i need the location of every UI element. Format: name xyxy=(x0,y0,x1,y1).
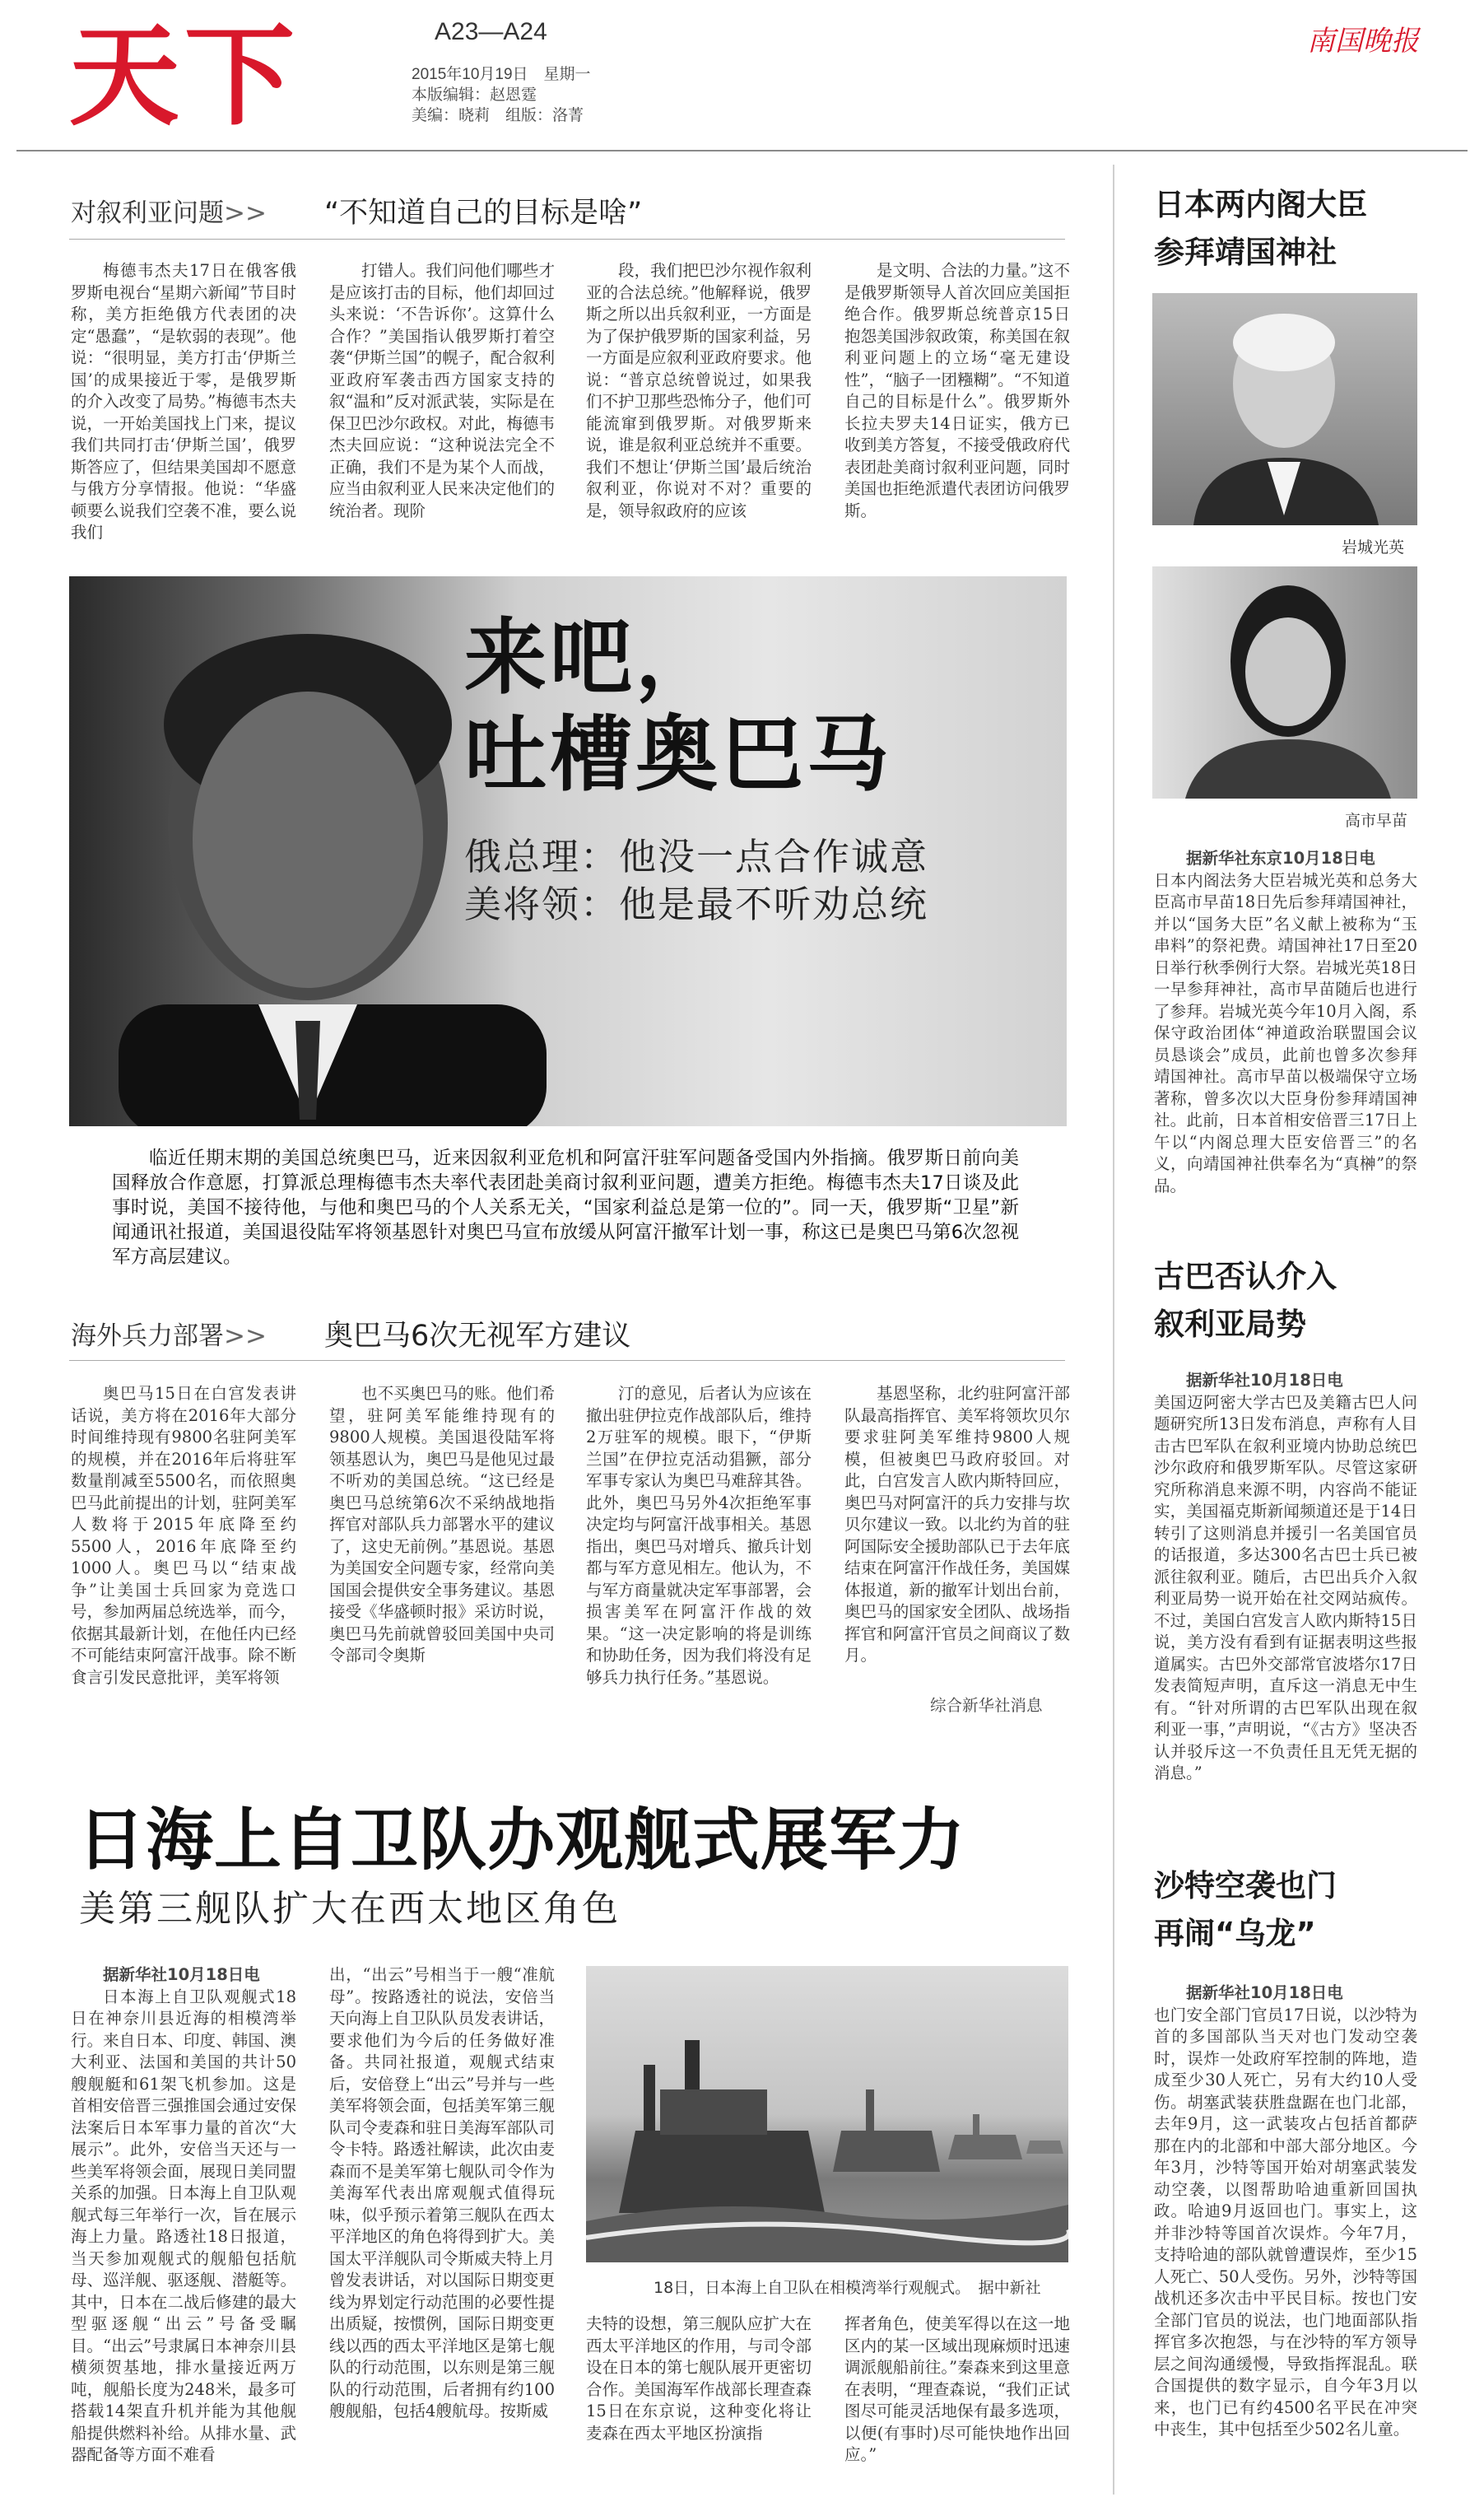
obama-title: 来吧， 吐槽奥巴马 xyxy=(464,609,892,803)
troops-headline: 奥巴马6次无视军方建议 xyxy=(324,1320,631,1353)
section-label-troops: 海外兵力部署>> xyxy=(71,1321,267,1351)
navy-headline: 日海上自卫队办观舰式展军力 xyxy=(77,1801,966,1880)
saudi-dateline: 据新华社10月18日电 xyxy=(1186,1983,1343,2002)
cuba-dateline: 据新华社10月18日电 xyxy=(1186,1371,1343,1390)
warship-photo xyxy=(586,1966,1068,2262)
syria-col-3: 段，我们把巴沙尔视作叙利亚的合法总统。”他解释说，俄罗斯之所以出兵叙利亚，一方面是为了保护俄罗斯的国家利益，另一方面是应叙利亚政府要求。他说：“普京总统曾说过，如果我们不护卫那些恐怖分子，他们可能流窜到俄罗斯。对俄罗斯来说，谁是叙利亚总统并不重要。我们不想让‘伊斯兰国’最后统治叙利亚，你说对不对？重要的是，领导叙政府的应该 xyxy=(586,261,812,520)
newspaper-logo: 南国晚报 xyxy=(1307,25,1419,58)
shrine-dateline: 据新华社东京10月18日电 xyxy=(1186,849,1375,868)
shrine-headline: 日本两内阁大臣 参拜靖国神社 xyxy=(1154,187,1367,270)
syria-col-2: 打错人。我们问他们哪些才是应该打击的目标，他们却回过头来说：‘不告诉你’。这算什么合作？”美国指认俄罗斯打着空袭“伊斯兰国”的幌子，配合叙利亚政府军袭击西方国家支持的叙“温和”反对派武装，实际是在保卫巴沙尔政权。对此，梅德韦杰夫回应说：“这种说法完全不正确，我们不是为某个人而战，应当由叙利亚人民来决定他们的统治者。现阶 xyxy=(329,261,555,520)
warship-caption: 18日，日本海上自卫队在相模湾举行观舰式。 据中新社 xyxy=(654,2279,1041,2297)
shrine-body: 日本内阁法务大臣岩城光英和总务大臣高市早苗18日先后参拜靖国神社，并以“国务大臣”名义献上被称为“玉串料”的祭祀费。靖国神社17日至20日举行秋季例行大祭。岩城光英18日一早参拜神社，高市早苗随后也进行了参拜。岩城光英今年10月入阁，系保守政治团体“神道政治联盟国会议员恳谈会”成员，此前也曾多次参拜靖国神社。高市早苗以极端保守立场著称，曾多次以大臣身份参拜靖国神社。此前，日本首相安倍晋三17日上午以“内阁总理大臣安倍晋三”的名义，向靖国神社供奉名为“真榊”的祭品。 xyxy=(1154,870,1417,1195)
syria-col-1: 梅德韦杰夫17日在俄客俄罗斯电视台“星期六新闻”节目时称，美方拒绝俄方代表团的决定“愚蠢”，“是软弱的表现”。他说：“很明显，美方打击‘伊斯兰国’的成果接近于零，是俄罗斯的介入改变了局势。”梅德韦杰夫说，一开始美国找上门来，提议我们共同打击‘伊斯兰国’，俄罗斯答应了，但结果美国却不愿意与俄方分享情报。他说：“华盛顿要么说我们空袭不准，要么说我们 xyxy=(71,261,296,542)
navy-dateline: 据新华社10月18日电 xyxy=(103,1965,260,1984)
troops-col-1: 奥巴马15日在白宫发表讲话说，美方将在2016年大部分时间维持现有9800名驻阿美军的规模，并在2016年后将驻军数量削减至5500名，而依照奥巴马此前提出的计划，驻阿美军人数将于2015年底降至约5500人，2016年底降至约1000人。奥巴马以“结束战争”让美国士兵回家为竞选口号，参加两届总统选举，而今，依据其最新计划，在他任内已经不可能结束阿富汗战事。除不断食言引发民意批评，美军将领 xyxy=(71,1384,296,1687)
syria-col-4: 是文明、合法的力量。”这不是俄罗斯领导人首次回应美国拒绝合作。俄罗斯总统普京15日抱怨美国涉叙政策，称美国在叙利亚问题上的立场“毫无建设性”，“脑子一团糨糊”。“不知道自己的目标是什么”。俄罗斯外长拉夫罗夫14日证实，俄方已收到美方答复，不接受俄政府代表团赴美商讨叙利亚问题，同时美国也拒绝派遣代表团访问俄罗斯。 xyxy=(844,261,1070,520)
iwaki-caption: 岩城光英 xyxy=(1342,538,1405,557)
saudi-body: 也门安全部门官员17日说，以沙特为首的多国部队当天对也门发动空袭时，误炸一处政府军控制的阵地，造成至少30人死亡，另有大约10人受伤。胡塞武装获胜盘踞在也门北部，去年9月，这一武装攻占包括首都萨那在内的北部和中部大部分地区。今年3月，沙特等国开始对胡塞武装发动空袭，以图帮助哈迪重新回国执政。哈迪9月返回也门。事实上，这并非沙特等国首次误炸。今年7月，支持哈迪的部队就曾遭误炸，至少15人死亡、50人受伤。另外，沙特等国战机还多次击中平民目标。按也门安全部门官员的说法，也门地面部队指挥官多次抱怨，与在沙特的军方领导层之间沟通缓慢，导致指挥混乱。联合国提供的数字显示，自今年3月以来，也门已有约4500名平民在冲突中丧生，其中包括至少502名儿童。 xyxy=(1154,2005,1417,2439)
design-credit: 美编：晓莉 组版：洛菁 xyxy=(412,107,584,124)
navy-subhead: 美第三舰队扩大在西太地区角色 xyxy=(79,1888,621,1930)
page-range: A23—A24 xyxy=(435,18,547,45)
cuba-body: 美国迈阿密大学古巴及美籍古巴人问题研究所13日发布消息，声称有人目击古巴军队在叙利亚境内协助总统巴沙尔政府和俄罗斯军队。尽管这家研究所称消息来源不明，内容尚不能证实，美国福克斯新闻频道还是于14日转引了这则消息并援引一名美国官员的话报道，多达300名古巴士兵已被派往叙利亚。随后，古巴出兵介入叙利亚局势一说开始在社交网站疯传。不过，美国白宫发言人欧内斯特15日说，美方没有看到有证据表明这些报道属实。古巴外交部常官波塔尔17日发表简短声明，直斥这一消息无中生有。“针对所谓的古巴军队出现在叙利亚一事，”声明说，“《古方》坚决否认并驳斥这一不负责任且无凭无据的消息。” xyxy=(1154,1392,1417,1782)
navy-col-1: 日本海上自卫队观舰式18日在神奈川县近海的相模湾举行。来自日本、印度、韩国、澳大利亚、法国和美国的共计50艘舰艇和61架飞机参加。这是首相安倍晋三强推国会通过安保法案后日本军事力量的首次“大展示”。此外，安倍当天还与一些美军将领会面，展现日美同盟关系的加强。日本海上自卫队观舰式每三年举行一次，旨在展示海上力量。路透社18日报道，当天参加观舰式的舰船包括航母、巡洋舰、驱逐舰、潜艇等。其中，日本在二战后修建的最大型驱逐舰“出云”号备受瞩目。“出云”号隶属日本神奈川县横须贺基地，排水量接近两万吨，舰船长度为248米，最多可搭载14架直升机并能为其他舰船提供燃料补给。从排水量、武器配备等方面不难看 xyxy=(71,1987,296,2464)
publish-date: 2015年10月19日 星期一 xyxy=(412,66,591,83)
obama-photo xyxy=(69,576,1067,1126)
editor-credit: 本版编辑：赵恩霆 xyxy=(412,86,537,104)
shrine-article xyxy=(1154,848,1417,1202)
navy-col-2: 出，“出云”号相当于一艘“准航母”。按路透社的说法，安倍当天向海上自卫队队员发表讲话，要求他们为今后的任务做好准备。共同社报道，观舰式结束后，安倍登上“出云”号并与一些美军将领会面，包括美军第三舰队司令麦森和驻日美海军部队司令卡特。路透社解读，此次由麦森而不是美军第七舰队司令作为美海军代表出席观舰式值得玩味，似乎预示着第三舰队在西太平洋地区的角色将得到扩大。美国太平洋舰队司令斯威夫特上月曾发表讲话，对以国际日期变更线为界划定行动范围的必要性提出质疑，按惯例，国际日期变更线以西的西太平洋地区是第七舰队的行动范围，以东则是第三舰队的行动范围，后者拥有约100艘舰船，包括4艘航母。按斯威 xyxy=(329,1965,555,2420)
masthead: 天下 xyxy=(69,12,300,141)
troops-col-2: 也不买奥巴马的账。他们希望，驻阿美军能维持现有的9800人规模。美国退役陆军将领基恩认为，奥巴马是他见过最不听劝的美国总统。“这已经是奥巴马总统第6次不采纳战地指挥官对部队兵力部署水平的建议了，这史无前例。”基恩说。基恩为美国安全问题专家，经常向美国国会提供安全事务建议。基恩接受《华盛顿时报》采访时说，奥巴马先前就曾驳回美国中央司令部司令奥斯 xyxy=(329,1384,555,1665)
saudi-headline: 沙特空袭也门 再闹“乌龙” xyxy=(1154,1868,1337,1951)
sidebar-divider xyxy=(1113,165,1114,2495)
portrait-icon xyxy=(1152,566,1417,799)
portrait-icon xyxy=(1152,293,1417,525)
syria-rule xyxy=(69,239,1065,240)
navy-col-1-wrap xyxy=(71,1964,296,2491)
iwaki-photo xyxy=(1152,293,1417,525)
edition-info xyxy=(412,64,591,126)
takaichi-photo xyxy=(1152,566,1417,799)
header-rule xyxy=(16,150,1468,151)
obama-lead: 临近任期末期的美国总统奥巴马，近来因叙利亚危机和阿富汗驻军问题备受国内外指摘。俄罗斯日前向美国释放合作意愿，打算派总理梅德韦杰夫率代表团赴美商讨叙利亚问题，遭美方拒绝。梅德韦杰夫17日谈及此事时说，美国不接待他，与他和奥巴马的个人关系无关，“国家利益总是第一位的”。同一天，俄罗斯“卫星”新闻通讯社报道，美国退役陆军将领基恩针对奥巴马宣布放缓从阿富汗撤军计划一事，称这已是奥巴马第6次忽视军方高层建议。 xyxy=(112,1148,1019,1268)
navy-col-4: 挥者角色，使美军得以在这一地区内的某一区域出现麻烦时迅速调派舰船前往。”秦森来到这里意在表明，“理查森说，“我们正试图尽可能灵活地保有最多选项，以便(有事时)尽可能快地作出回应。” xyxy=(844,2314,1070,2464)
warship-icon xyxy=(586,1966,1068,2262)
saudi-article xyxy=(1154,1982,1417,2493)
troops-col-3: 汀的意见，后者认为应该在撤出驻伊拉克作战部队后，维持2万驻军的规模。眼下，“伊斯兰国”在伊拉克活动猖獗，部分军事专家认为奥巴马难辞其咎。此外，奥巴马另外4次拒绝军事决定均与阿富汗战事相关。基恩指出，奥巴马对增兵、撤兵计划都与军方意见相左。他认为，不与军方商量就决定军事部署，会损害美军在阿富汗作战的效果。“这一决定影响的将是训练和协助任务，因为我们将没有足够兵力执行任务。”基恩说。 xyxy=(586,1384,812,1687)
takaichi-caption: 高市早苗 xyxy=(1345,812,1408,830)
troops-source: 综合新华社消息 xyxy=(930,1696,1043,1715)
section-label-syria: 对叙利亚问题>> xyxy=(71,198,267,228)
troops-rule xyxy=(69,1360,1065,1361)
navy-col-3: 夫特的设想，第三舰队应扩大在西太平洋地区的作用，与司令部设在日本的第七舰队展开更密切合作。美国海军作战部长理查森15日在东京说，这种变化将让麦森在西太平地区扮演指 xyxy=(586,2314,812,2443)
cuba-headline: 古巴否认介入 叙利亚局势 xyxy=(1154,1259,1337,1342)
syria-headline: “不知道自己的目标是啥” xyxy=(324,197,643,230)
obama-subtitle: 俄总理：他没一点合作诚意 美将领：他是最不听劝总统 xyxy=(464,835,929,926)
troops-col-4: 基恩坚称，北约驻阿富汗部队最高指挥官、美军将领坎贝尔要求驻阿美军维持9800人规模，但被奥巴马政府驳回。对此，白宫发言人欧内斯特回应，奥巴马对阿富汗的兵力安排与坎贝尔建议一致。以北约为首的驻阿国际安全援助部队已于去年底结束在阿富汗作战任务，美国媒体报道，新的撤军计划出台前，奥巴马的国家安全团队、战场指挥官和阿富汗官员之间商议了数月。 xyxy=(844,1384,1070,1665)
cuba-article xyxy=(1154,1370,1417,1815)
